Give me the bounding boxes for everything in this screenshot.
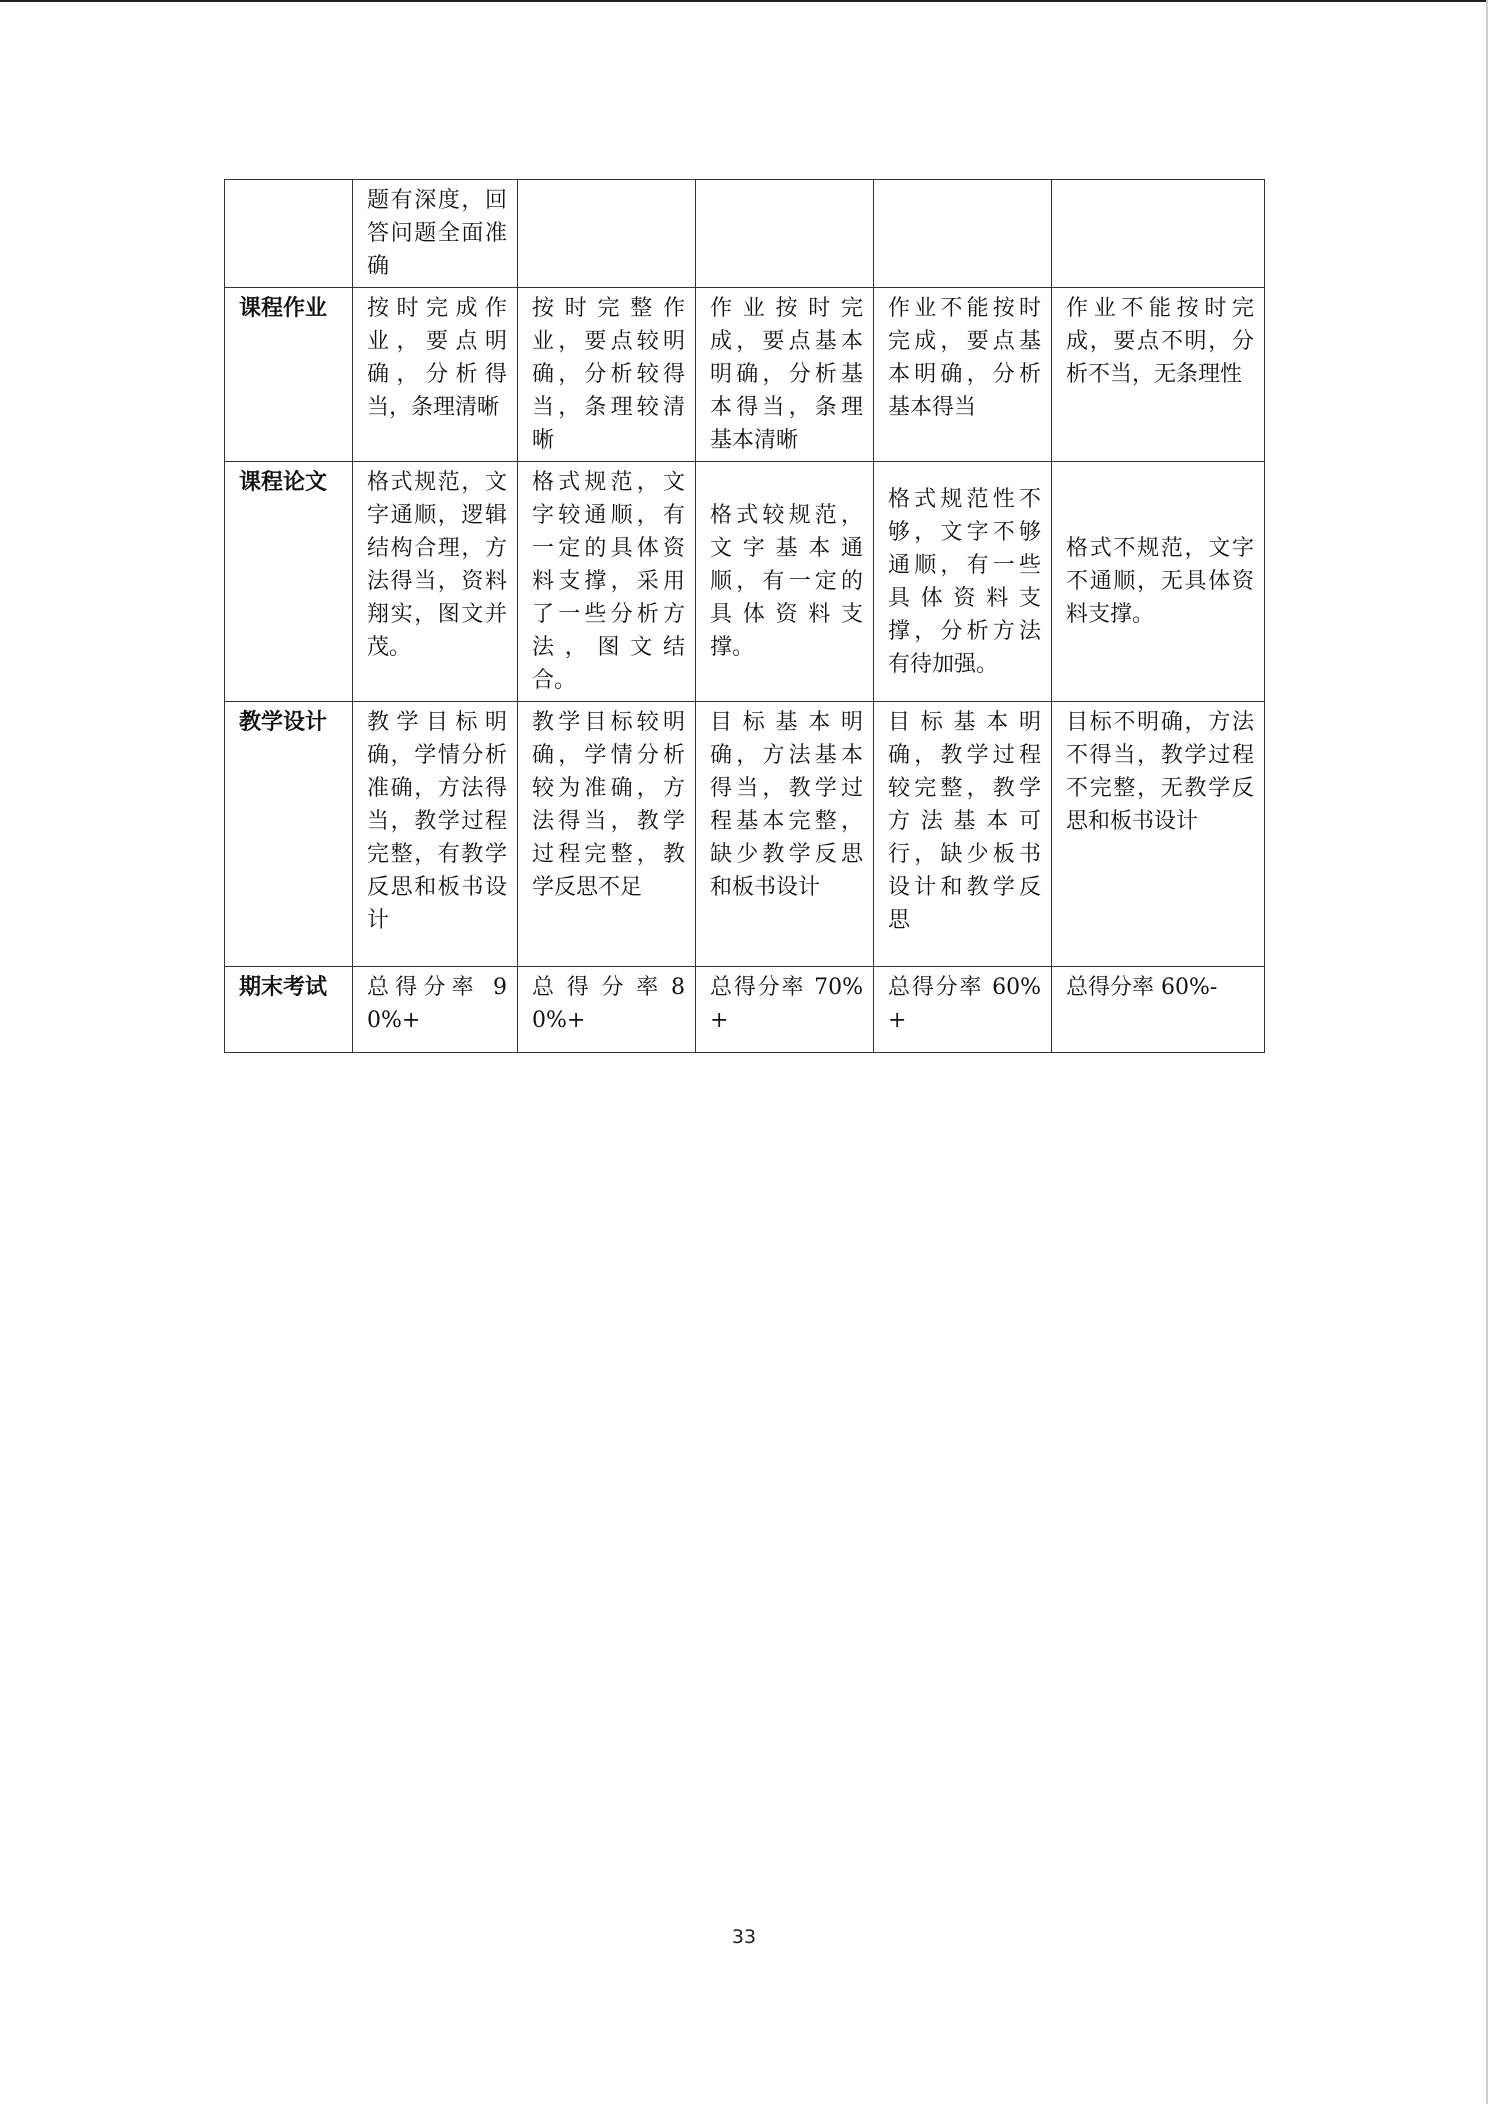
grading-rubric-table — [224, 179, 1265, 1053]
criteria-cell-excellent: 格式规范，文字通顺，逻辑结构合理，方法得当，资料翔实，图文并茂。 — [353, 462, 518, 702]
criteria-cell-excellent: 按时完成作业，要点明确，分析得当，条理清晰 — [353, 288, 518, 462]
criteria-cell-pass: 作业不能按时完成，要点基本明确，分析基本得当 — [874, 288, 1052, 462]
page-top-edge — [0, 0, 1488, 2]
criteria-cell-pass: 总得分率 60%+ — [874, 967, 1052, 1053]
criteria-cell-medium: 作业按时完成，要点基本明确，分析基本得当，条理基本清晰 — [696, 288, 874, 462]
row-label: 教学设计 — [225, 702, 353, 967]
page-number: 33 — [731, 1926, 757, 1948]
criteria-cell-excellent: 总得分率 90%+ — [353, 967, 518, 1053]
criteria-cell-medium: 格式较规范，文字基本通顺，有一定的具体资料支撑。 — [696, 462, 874, 702]
criteria-cell-good — [518, 180, 696, 288]
criteria-cell-good: 按时完整作业，要点较明确，分析较得当，条理较清晰 — [518, 288, 696, 462]
row-label: 期末考试 — [225, 967, 353, 1053]
criteria-cell-excellent: 题有深度，回答问题全面准确 — [353, 180, 518, 288]
criteria-cell-pass: 目标基本明确，教学过程较完整，教学方法基本可行，缺少板书设计和教学反思 — [874, 702, 1052, 967]
criteria-cell-good: 格式规范，文字较通顺，有一定的具体资料支撑，采用了一些分析方法，图文结合。 — [518, 462, 696, 702]
criteria-cell-good: 教学目标较明确，学情分析较为准确，方法得当，教学过程完整，教学反思不足 — [518, 702, 696, 967]
table-row-continued — [225, 180, 1265, 288]
criteria-cell-pass — [874, 180, 1052, 288]
criteria-cell-fail: 目标不明确，方法不得当，教学过程不完整，无教学反思和板书设计 — [1052, 702, 1265, 967]
criteria-cell-medium: 总得分率 70%+ — [696, 967, 874, 1053]
row-label: 课程作业 — [225, 288, 353, 462]
criteria-cell-medium: 目标基本明确，方法基本得当，教学过程基本完整，缺少教学反思和板书设计 — [696, 702, 874, 967]
table-row-final-exam — [225, 967, 1265, 1053]
criteria-cell-fail: 总得分率 60%- — [1052, 967, 1265, 1053]
criteria-cell-fail: 格式不规范，文字不通顺，无具体资料支撑。 — [1052, 462, 1265, 702]
criteria-cell-fail: 作业不能按时完成，要点不明，分析不当，无条理性 — [1052, 288, 1265, 462]
criteria-cell-excellent: 教学目标明确，学情分析准确，方法得当，教学过程完整，有教学反思和板书设计 — [353, 702, 518, 967]
row-label — [225, 180, 353, 288]
criteria-cell-fail — [1052, 180, 1265, 288]
table-row-homework — [225, 288, 1265, 462]
table-row-course-paper — [225, 462, 1265, 702]
table-row-teaching-design — [225, 702, 1265, 967]
row-label: 课程论文 — [225, 462, 353, 702]
criteria-cell-medium — [696, 180, 874, 288]
criteria-cell-pass: 格式规范性不够，文字不够通顺，有一些具体资料支撑，分析方法有待加强。 — [874, 462, 1052, 702]
criteria-cell-good: 总 得 分 率 80%+ — [518, 967, 696, 1053]
